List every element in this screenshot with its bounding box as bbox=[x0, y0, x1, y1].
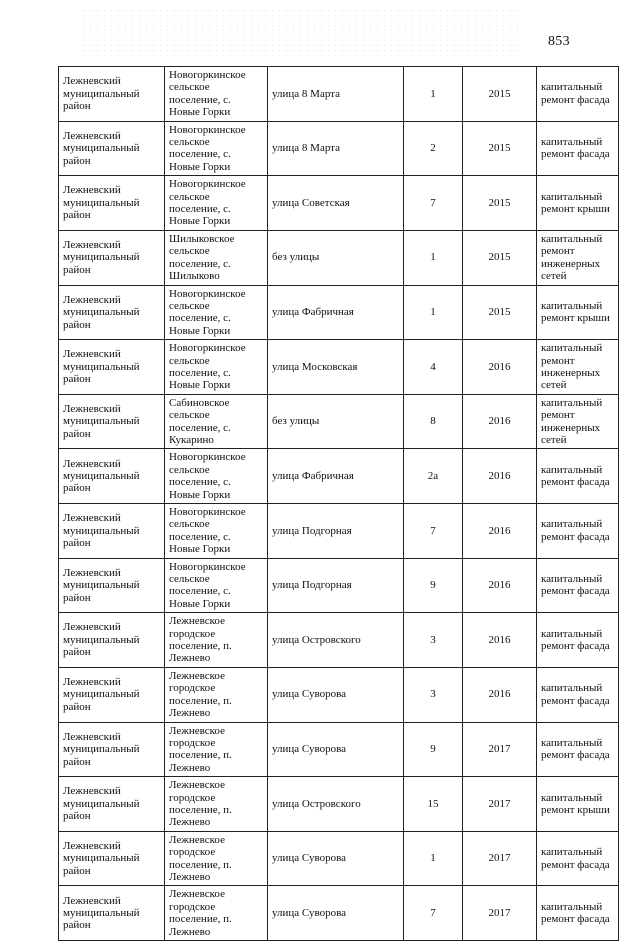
table-row bbox=[59, 340, 619, 395]
district-cell: Лежневский муниципальный район bbox=[59, 67, 165, 122]
year-cell: 2015 bbox=[463, 230, 537, 285]
year-cell: 2015 bbox=[463, 176, 537, 231]
work-type-cell: капитальный ремонт фасада bbox=[537, 831, 619, 886]
work-type-cell: капитальный ремонт инженерных сетей bbox=[537, 394, 619, 449]
street-cell: улица Суворова bbox=[268, 886, 404, 941]
street-cell: без улицы bbox=[268, 230, 404, 285]
street-cell: без улицы bbox=[268, 394, 404, 449]
street-cell: улица Суворова bbox=[268, 722, 404, 777]
house-number-cell: 15 bbox=[404, 777, 463, 832]
house-number-cell: 7 bbox=[404, 176, 463, 231]
district-cell: Лежневский муниципальный район bbox=[59, 394, 165, 449]
settlement-cell: Шилыковское сельское поселение, с. Шилыково bbox=[165, 230, 268, 285]
district-cell: Лежневский муниципальный район bbox=[59, 558, 165, 613]
work-type-cell: капитальный ремонт фасада bbox=[537, 667, 619, 722]
table-row bbox=[59, 613, 619, 668]
street-cell: улица Советская bbox=[268, 176, 404, 231]
work-type-cell: капитальный ремонт фасада bbox=[537, 558, 619, 613]
house-number-cell: 4 bbox=[404, 340, 463, 395]
district-cell: Лежневский муниципальный район bbox=[59, 777, 165, 832]
table-row bbox=[59, 394, 619, 449]
registry-table-body bbox=[59, 67, 619, 941]
year-cell: 2015 bbox=[463, 285, 537, 340]
year-cell: 2015 bbox=[463, 67, 537, 122]
settlement-cell: Новогоркинское сельское поселение, с. Новые Горки bbox=[165, 449, 268, 504]
district-cell: Лежневский муниципальный район bbox=[59, 667, 165, 722]
street-cell: улица Фабричная bbox=[268, 449, 404, 504]
table-row bbox=[59, 176, 619, 231]
district-cell: Лежневский муниципальный район bbox=[59, 176, 165, 231]
year-cell: 2017 bbox=[463, 886, 537, 941]
settlement-cell: Новогоркинское сельское поселение, с. Новые Горки bbox=[165, 176, 268, 231]
street-cell: улица Суворова bbox=[268, 667, 404, 722]
table-row bbox=[59, 886, 619, 941]
work-type-cell: капитальный ремонт крыши bbox=[537, 285, 619, 340]
work-type-cell: капитальный ремонт фасада bbox=[537, 449, 619, 504]
settlement-cell: Новогоркинское сельское поселение, с. Новые Горки bbox=[165, 285, 268, 340]
district-cell: Лежневский муниципальный район bbox=[59, 449, 165, 504]
house-number-cell: 7 bbox=[404, 504, 463, 559]
district-cell: Лежневский муниципальный район bbox=[59, 504, 165, 559]
street-cell: улица Московская bbox=[268, 340, 404, 395]
year-cell: 2017 bbox=[463, 722, 537, 777]
settlement-cell: Лежневское городское поселение, п. Лежнево bbox=[165, 831, 268, 886]
table-row bbox=[59, 230, 619, 285]
table-row bbox=[59, 777, 619, 832]
district-cell: Лежневский муниципальный район bbox=[59, 121, 165, 176]
settlement-cell: Новогоркинское сельское поселение, с. Новые Горки bbox=[165, 340, 268, 395]
work-type-cell: капитальный ремонт крыши bbox=[537, 777, 619, 832]
district-cell: Лежневский муниципальный район bbox=[59, 613, 165, 668]
work-type-cell: капитальный ремонт инженерных сетей bbox=[537, 340, 619, 395]
settlement-cell: Сабиновское сельское поселение, с. Кукарино bbox=[165, 394, 268, 449]
street-cell: улица 8 Марта bbox=[268, 67, 404, 122]
work-type-cell: капитальный ремонт фасада bbox=[537, 886, 619, 941]
district-cell: Лежневский муниципальный район bbox=[59, 285, 165, 340]
street-cell: улица 8 Марта bbox=[268, 121, 404, 176]
work-type-cell: капитальный ремонт фасада bbox=[537, 67, 619, 122]
street-cell: улица Фабричная bbox=[268, 285, 404, 340]
settlement-cell: Новогоркинское сельское поселение, с. Новые Горки bbox=[165, 121, 268, 176]
year-cell: 2016 bbox=[463, 394, 537, 449]
work-type-cell: капитальный ремонт крыши bbox=[537, 176, 619, 231]
house-number-cell: 8 bbox=[404, 394, 463, 449]
work-type-cell: капитальный ремонт фасада bbox=[537, 121, 619, 176]
house-number-cell: 1 bbox=[404, 285, 463, 340]
district-cell: Лежневский муниципальный район bbox=[59, 831, 165, 886]
work-type-cell: капитальный ремонт фасада bbox=[537, 504, 619, 559]
settlement-cell: Лежневское городское поселение, п. Лежнево bbox=[165, 886, 268, 941]
year-cell: 2016 bbox=[463, 449, 537, 504]
settlement-cell: Новогоркинское сельское поселение, с. Новые Горки bbox=[165, 504, 268, 559]
table-row bbox=[59, 67, 619, 122]
year-cell: 2016 bbox=[463, 613, 537, 668]
district-cell: Лежневский муниципальный район bbox=[59, 340, 165, 395]
street-cell: улица Островского bbox=[268, 777, 404, 832]
house-number-cell: 7 bbox=[404, 886, 463, 941]
house-number-cell: 9 bbox=[404, 558, 463, 613]
house-number-cell: 2а bbox=[404, 449, 463, 504]
table-row bbox=[59, 667, 619, 722]
year-cell: 2016 bbox=[463, 558, 537, 613]
house-number-cell: 3 bbox=[404, 613, 463, 668]
scan-noise bbox=[80, 8, 520, 58]
house-number-cell: 1 bbox=[404, 230, 463, 285]
year-cell: 2015 bbox=[463, 121, 537, 176]
work-type-cell: капитальный ремонт инженерных сетей bbox=[537, 230, 619, 285]
table-row bbox=[59, 504, 619, 559]
year-cell: 2016 bbox=[463, 667, 537, 722]
table-row bbox=[59, 831, 619, 886]
district-cell: Лежневский муниципальный район bbox=[59, 230, 165, 285]
house-number-cell: 2 bbox=[404, 121, 463, 176]
house-number-cell: 3 bbox=[404, 667, 463, 722]
year-cell: 2016 bbox=[463, 340, 537, 395]
table-row bbox=[59, 722, 619, 777]
table-row bbox=[59, 558, 619, 613]
house-number-cell: 1 bbox=[404, 831, 463, 886]
district-cell: Лежневский муниципальный район bbox=[59, 886, 165, 941]
street-cell: улица Суворова bbox=[268, 831, 404, 886]
street-cell: улица Подгорная bbox=[268, 558, 404, 613]
table-row bbox=[59, 285, 619, 340]
page-number: 853 bbox=[548, 34, 570, 49]
work-type-cell: капитальный ремонт фасада bbox=[537, 613, 619, 668]
year-cell: 2017 bbox=[463, 831, 537, 886]
settlement-cell: Лежневское городское поселение, п. Лежнево bbox=[165, 777, 268, 832]
house-number-cell: 1 bbox=[404, 67, 463, 122]
table-row bbox=[59, 449, 619, 504]
settlement-cell: Лежневское городское поселение, п. Лежнево bbox=[165, 613, 268, 668]
registry-table bbox=[58, 66, 619, 941]
year-cell: 2017 bbox=[463, 777, 537, 832]
settlement-cell: Новогоркинское сельское поселение, с. Новые Горки bbox=[165, 67, 268, 122]
settlement-cell: Новогоркинское сельское поселение, с. Новые Горки bbox=[165, 558, 268, 613]
table-row bbox=[59, 121, 619, 176]
street-cell: улица Подгорная bbox=[268, 504, 404, 559]
settlement-cell: Лежневское городское поселение, п. Лежнево bbox=[165, 722, 268, 777]
settlement-cell: Лежневское городское поселение, п. Лежнево bbox=[165, 667, 268, 722]
street-cell: улица Островского bbox=[268, 613, 404, 668]
district-cell: Лежневский муниципальный район bbox=[59, 722, 165, 777]
year-cell: 2016 bbox=[463, 504, 537, 559]
house-number-cell: 9 bbox=[404, 722, 463, 777]
work-type-cell: капитальный ремонт фасада bbox=[537, 722, 619, 777]
